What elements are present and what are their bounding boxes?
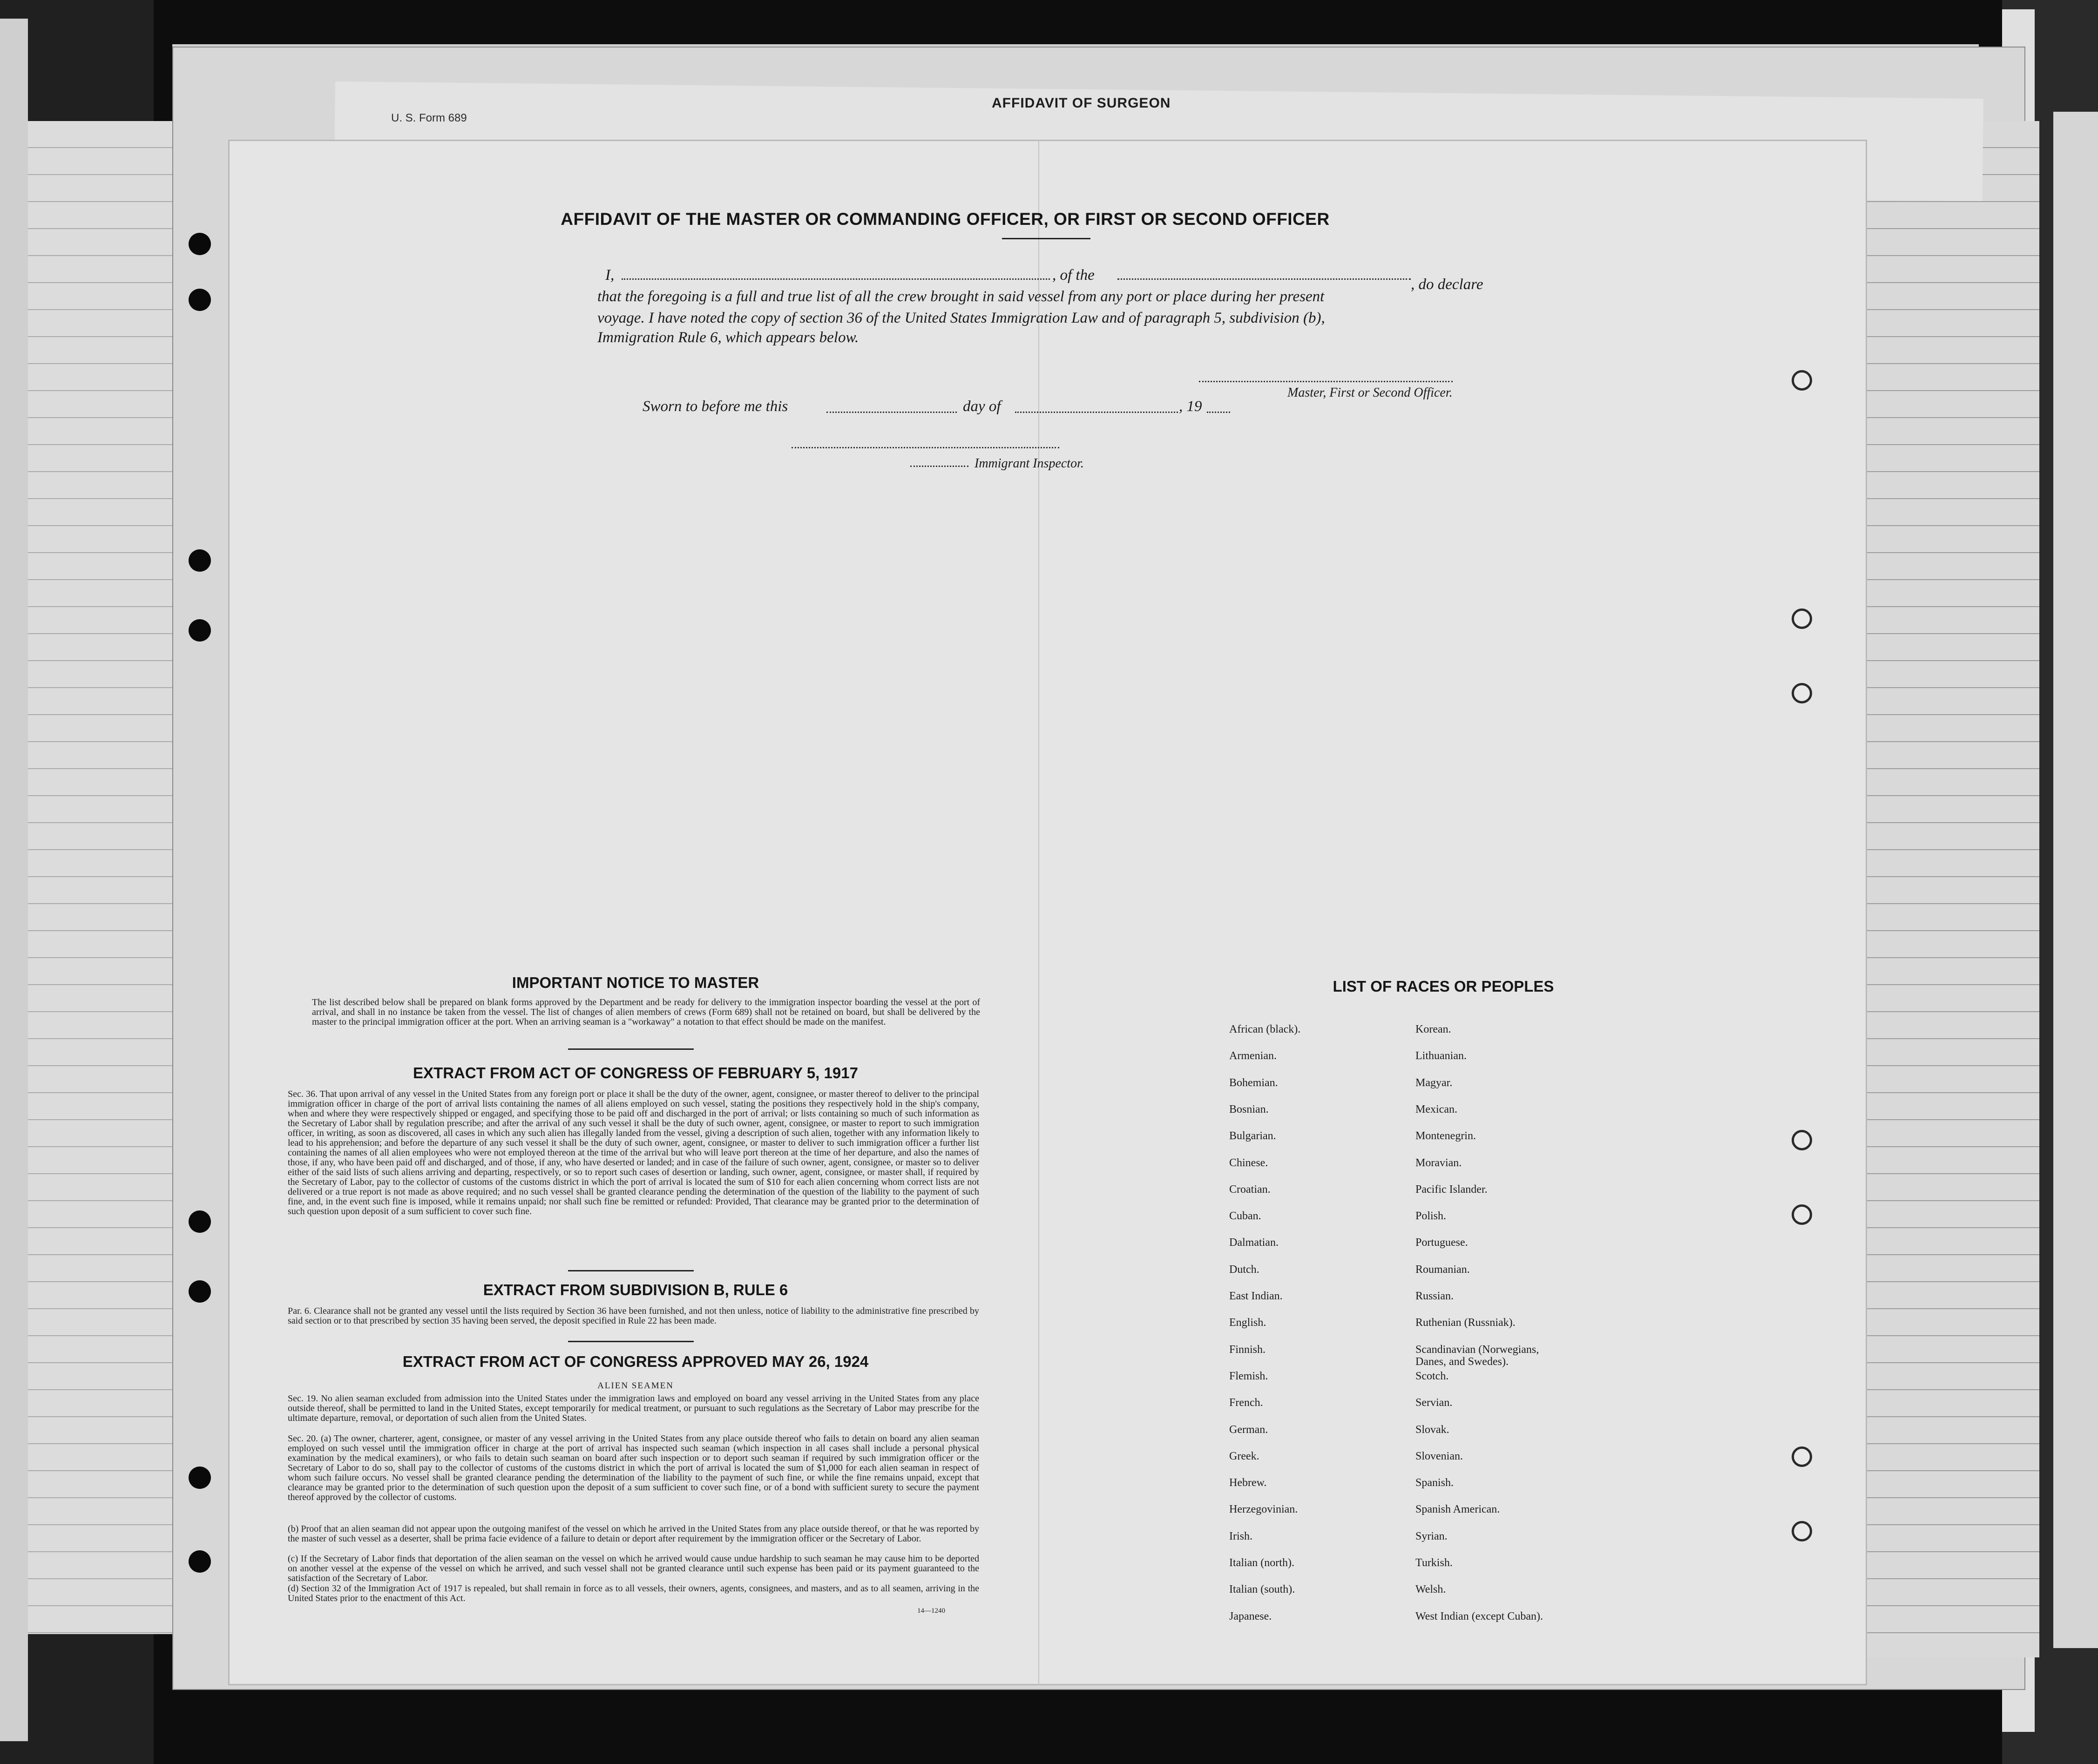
race-item: Ruthenian (Russniak). — [1415, 1317, 1516, 1329]
race-item: Flemish. — [1229, 1370, 1268, 1382]
notice-body: The list described below shall be prepared on blank forms approved by the Department and be ready for delivery to the immigration inspector boarding the vessel at the port of arrival, and shall in no instance be taken from the vessel. The list of changes of alien members of crews (Form 689) shall not be retained on board, but shall be delivered by the master to the principal immigration officer at the port. When an arriving seaman is a "workaway" a notation to that effect should be made on the manifest. — [312, 997, 980, 1027]
section-divider — [568, 1341, 694, 1342]
sworn-month-line — [1015, 412, 1178, 413]
page-fold-line — [1038, 140, 1039, 1685]
race-item: East Indian. — [1229, 1290, 1283, 1302]
edge-strip-left — [0, 19, 28, 1741]
binder-hole — [189, 1467, 211, 1489]
race-item: Finnish. — [1229, 1344, 1266, 1356]
binder-hole — [189, 619, 211, 642]
race-item: Spanish American. — [1415, 1503, 1500, 1515]
race-item: Italian (south). — [1229, 1583, 1295, 1595]
race-item: Slovak. — [1415, 1424, 1449, 1436]
title-rule — [1002, 238, 1090, 239]
sworn-label: Sworn to before me this — [643, 398, 788, 415]
race-item: Croatian. — [1229, 1183, 1271, 1196]
race-item: Pacific Islander. — [1415, 1183, 1488, 1196]
affidavit-i-label: I, — [605, 267, 615, 284]
alien-seamen-subtitle: ALIEN SEAMEN — [597, 1381, 674, 1391]
edge-strip-right — [2053, 112, 2098, 1648]
sworn-day-of: day of — [963, 398, 1001, 415]
rule6-title: EXTRACT FROM SUBDIVISION B, RULE 6 — [483, 1281, 788, 1298]
extract-1924-sec19: Sec. 19. No alien seaman excluded from admission into the United States under the immigration laws and employed on board any vessel arriving in the United States from any place outside thereof, shall be permitted to land in the United States, except temporarily for medical treatment, or pursuant to such regulations as the Secretary of Labor may prescribe for the ultimate departure, removal, or deportation of such alien from the United States. — [288, 1393, 979, 1423]
master-signature-line — [1199, 381, 1453, 382]
binder-hole — [189, 1280, 211, 1303]
race-item: Montenegrin. — [1415, 1130, 1476, 1142]
affidavit-paragraph-line3: Immigration Rule 6, which appears below. — [597, 329, 859, 346]
race-item: African (black). — [1229, 1023, 1301, 1035]
form-number: 14—1240 — [917, 1607, 945, 1615]
extract-1924-sec20c: (c) If the Secretary of Labor finds that deportation of the alien seaman on the vessel on which he arrived would cause undue hardship to such seaman he may cause him to be deported on another vessel at the expense of the vessel on which he arrived, and such vessel shall not be granted clearance until such expense has been paid or its payment guaranteed to the satisfaction of the Secretary of Labor. — [288, 1554, 979, 1583]
rule6-body: Par. 6. Clearance shall not be granted any vessel until the lists required by Section 36 have been furnished, and not then unless, notice of liability to the administrative fine prescribed by said section or to that prescribed by section 35 having been served, the deposit specified in Rule 22 has been made. — [288, 1306, 979, 1326]
race-item: Herzegovinian. — [1229, 1503, 1298, 1515]
races-title: LIST OF RACES OR PEOPLES — [1333, 978, 1554, 995]
form-number-mark: U. S. Form 689 — [391, 112, 467, 124]
sworn-day-line — [826, 412, 957, 413]
race-item: Scandinavian (Norwegians, Danes, and Swedes). — [1415, 1344, 1539, 1368]
race-item: Bosnian. — [1229, 1103, 1269, 1115]
section-divider — [568, 1270, 694, 1271]
race-item: Armenian. — [1229, 1050, 1277, 1062]
section-divider — [568, 1048, 694, 1050]
vessel-blank-line — [1117, 278, 1411, 280]
race-item: Japanese. — [1229, 1610, 1272, 1622]
extract-1924-sec20a: Sec. 20. (a) The owner, charterer, agent, consignee, or master of any vessel arriving in the United States from any place outside thereof who fails to detain on board any alien seaman employed on such vessel until the immigration officer in charge at the port of arrival has inspected such seaman (which inspection in all cases shall include a personal physical examination by the medical examiners), or who fails to detain such seaman on board after such inspection or to deport such seaman if required by such immigration officer or the Secretary of Labor to do so, shall pay to the collector of customs of the customs district in which the port of arrival is located the sum of $1,000 for each alien seaman in respect of whom such failure occurs. No vessel shall be granted clearance pending the determination of the liability to the payment of such fine, or while the fine remains unpaid, except that clearance may be granted prior to the determination of such question upon the deposit of a sum sufficient to cover such fine, or of a bond with sufficient surety to secure the payment thereof approved by the collector of customs. — [288, 1433, 979, 1502]
race-item: Magyar. — [1415, 1077, 1453, 1089]
race-item: Roumanian. — [1415, 1264, 1470, 1276]
race-item: Moravian. — [1415, 1157, 1462, 1169]
underlying-lined-sheet-left — [28, 121, 177, 1634]
punch-hole — [1792, 370, 1812, 391]
name-blank-line — [622, 278, 1050, 280]
race-item: Russian. — [1415, 1290, 1454, 1302]
race-item: Chinese. — [1229, 1157, 1268, 1169]
race-item: French. — [1229, 1397, 1263, 1409]
race-item: German. — [1229, 1424, 1268, 1436]
race-item: Turkish. — [1415, 1557, 1453, 1569]
master-signature-caption: Master, First or Second Officer. — [1287, 385, 1453, 400]
punch-hole — [1792, 683, 1812, 703]
inspector-signature-line — [792, 447, 1059, 448]
punch-hole — [1792, 1204, 1812, 1225]
affidavit-of-the: , of the — [1052, 267, 1095, 284]
binder-hole — [189, 1550, 211, 1573]
notice-title: IMPORTANT NOTICE TO MASTER — [512, 974, 759, 991]
inspector-caption: Immigrant Inspector. — [975, 456, 1084, 471]
affidavit-paragraph-line2: voyage. I have noted the copy of section 36 of the United States Immigration Law and of paragraph 5, subdivision (b), — [597, 310, 1325, 326]
race-item: Slovenian. — [1415, 1450, 1463, 1462]
race-item: Dutch. — [1229, 1264, 1259, 1276]
race-item: Bohemian. — [1229, 1077, 1278, 1089]
race-item: Welsh. — [1415, 1583, 1446, 1595]
race-item: Syrian. — [1415, 1530, 1448, 1542]
race-item: Hebrew. — [1229, 1477, 1267, 1489]
affidavit-paragraph-line1: that the foregoing is a full and true list of all the crew brought in said vessel from any port or place during her present — [597, 288, 1325, 305]
race-item: Korean. — [1415, 1023, 1451, 1035]
race-item: English. — [1229, 1317, 1266, 1329]
race-item: Scotch. — [1415, 1370, 1449, 1382]
extract-1917-body: Sec. 36. That upon arrival of any vessel in the United States from any foreign port or place it shall be the duty of the owner, agent, consignee, or master thereof to deliver to the principal immigration officer in charge of the port of arrival lists containing the names of all aliens employed on such vessel, stating the positions they respectively hold in the ship's company, when and where they were respectively shipped or engaged, and specifying those to be paid off and discharged in the port of arrival; or lists containing so much of such information as the Secretary of Labor shall by regulation prescribe; and after the arrival of any such vessel it shall be the duty of such owner, agent, consignee, or master to report to such immigration officer, in writing, as soon as discovered, all cases in which any such alien has illegally landed from the vessel, giving a description of such alien, together with any information likely to lead to his apprehension; and before the departure of any such vessel it shall be the duty of such owner, agent, consignee, or master to deliver to such immigration officer a further list containing the names of all alien employees who were not employed thereon at the time of the arrival but who will leave port thereon at the time of her departure, and also the names of those, if any, who have been paid off and discharged, and of those, if any, who have deserted or landed; and in case of the failure of such owner, agent, consignee, or master so to deliver either of the said lists of such aliens arriving and departing, respectively, or so to report such cases of desertion or landing, such owner, agent, consignee, or master shall, if required by the Secretary of Labor, pay to the collector of customs of the customs district in which the port of arrival is located the sum of $10 for each alien concerning whom correct lists are not delivered or a true report is not made as above required; and no such vessel shall be granted clearance pending the determination of the question of the liability to the payment of such fine, and, in the event such fine is imposed, while it remains unpaid; nor shall such fine be remitted or refunded: Provided, That clearance may be granted prior to the determination of such question upon deposit of a sum sufficient to cover such fine. — [288, 1089, 979, 1217]
sworn-year-line — [1207, 412, 1230, 413]
race-item: West Indian (except Cuban). — [1415, 1610, 1543, 1622]
affidavit-title: AFFIDAVIT OF THE MASTER OR COMMANDING OFFICER, OR FIRST OR SECOND OFFICER — [561, 210, 1330, 229]
affidavit-do-declare: , do declare — [1411, 276, 1483, 293]
race-item: Bulgarian. — [1229, 1130, 1276, 1142]
extract-1924-sec20d: (d) Section 32 of the Immigration Act of 1917 is repealed, but shall remain in force as to all vessels, their owners, agents, consignees, and masters, and as to all seamen, arriving in the United States prior to the enactment of this Act. — [288, 1583, 979, 1603]
binder-hole — [189, 289, 211, 311]
binder-hole — [189, 233, 211, 255]
race-item: Portuguese. — [1415, 1237, 1468, 1249]
extract-1917-title: EXTRACT FROM ACT OF CONGRESS OF FEBRUARY 5, 1917 — [413, 1064, 858, 1081]
extract-1924-sec20b: (b) Proof that an alien seaman did not appear upon the outgoing manifest of the vessel on which he arrived in the United States from any place outside thereof, or that he was reported by the master of such vessel as a deserter, shall be prima facie evidence of a failure to detain or deport after requirement by the immigration officer or the Secretary of Labor. — [288, 1524, 979, 1544]
punch-hole — [1792, 1521, 1812, 1541]
extract-1924-title: EXTRACT FROM ACT OF CONGRESS APPROVED MAY 26, 1924 — [402, 1353, 869, 1370]
punch-hole — [1792, 608, 1812, 629]
race-item: Cuban. — [1229, 1210, 1261, 1222]
binder-hole — [189, 549, 211, 572]
race-item: Servian. — [1415, 1397, 1453, 1409]
race-item: Greek. — [1229, 1450, 1259, 1462]
punch-hole — [1792, 1446, 1812, 1467]
race-item: Spanish. — [1415, 1477, 1454, 1489]
inspector-caption-dots — [910, 466, 968, 467]
race-item: Dalmatian. — [1229, 1237, 1279, 1249]
race-item: Mexican. — [1415, 1103, 1457, 1115]
punch-hole — [1792, 1130, 1812, 1150]
surgeon-affidavit-title: AFFIDAVIT OF SURGEON — [992, 95, 1171, 111]
sworn-year-prefix: , 19 — [1179, 398, 1202, 415]
race-item: Polish. — [1415, 1210, 1447, 1222]
race-item: Irish. — [1229, 1530, 1252, 1542]
race-item: Lithuanian. — [1415, 1050, 1467, 1062]
race-item: Italian (north). — [1229, 1557, 1294, 1569]
binder-hole — [189, 1210, 211, 1233]
